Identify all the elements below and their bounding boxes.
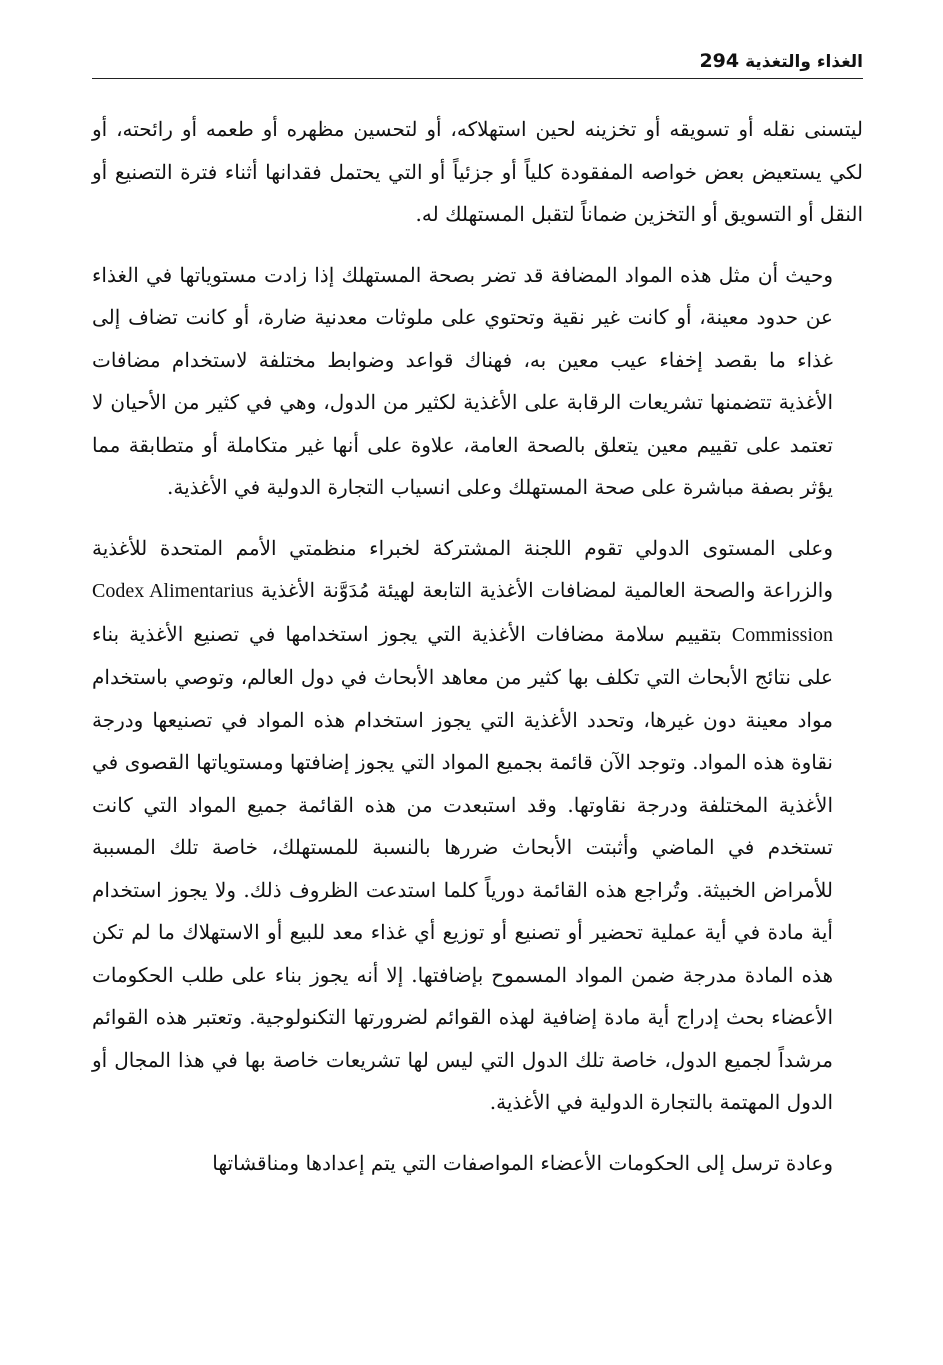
paragraph-additives-health: وحيث أن مثل هذه المواد المضافة قد تضر بصحة المستهلك إذا زادت مستوياتها في الغذاء عن حدود معينة، أو كانت غير نقية وتحتوي على ملوثات معدنية ضارة، أو كانت تضاف إلى غذاء ما بقصد إخفاء عيب معين به، فهناك قواعد وضوابط مختلفة لاستخدام مضافات الأغذية تتضمنها تشريعات الرقابة على الأغذية لكثير من الدول، وهي في كثير من الأحيان لا تعتمد على تقييم معين يتعلق بالصحة العامة، علاوة على أنها غير متكاملة أو متطابقة مما يؤثر بصفة مباشرة على صحة المستهلك وعلى انسياب التجارة الدولية في الأغذية. xyxy=(92,262,833,499)
running-header xyxy=(92,42,863,79)
paragraph-international-level-text: وعلى المستوى الدولي تقوم اللجنة المشتركة لخبراء منظمتي الأمم المتحدة للأغذية والزراعة والصحة العالمية لمضافات الأغذية التابعة لهيئة مُدَوَّنة الأغذية xyxy=(92,535,834,602)
paragraph-international-level-rest: بتقييم سلامة مضافات الأغذية التي يجوز استخدامها في تصنيع الأغذية بناء على نتائج الأبحاث التي تكلف بها كثير من معاهد الأبحاث في دول العالم، وتوصي باستخدام مواد معينة دون غيرها، وتحدد الأغذية التي يجوز استخدام هذه المواد في تصنيعها ودرجة نقاوة هذه المواد. وتوجد الآن قائمة بجميع المواد التي يجوز إضافتها ومستوياتها القصوى في الأغذية المختلفة ودرجة نقاوتها. وقد استبعدت من هذه القائمة جميع المواد التي كانت تستخدم في الماضي وأثبتت الأبحاث ضررها بالنسبة للمستهلك، خاصة تلك المسببة للأمراض الخبيثة. وتُراجع هذه القائمة دورياً كلما استدعت الظروف ذلك. ولا يجوز استخدام أية مادة في أية عملية تحضير أو تصنيع أو توزيع أي غذاء معد للبيع أو الاستهلاك ما لم تكن هذه المادة مدرجة ضمن المواد المسموح بإضافتها. إلا أنه يجوز بناء على طلب الحكومات الأعضاء بحث إدراج أية مادة إضافية لهذه القوائم لضرورتها التكنولوجية. وتعتبر هذه القوائم مرشداً لجميع الدول، خاصة تلك الدول التي ليس لها تشريعات خاصة بها في هذا المجال أو الدول المهتمة بالتجارة الدولية في الأغذية. xyxy=(92,621,833,1114)
paragraph-continuation: ليتسنى نقله أو تسويقه أو تخزينه لحين استهلاكه، أو لتحسين مظهره أو طعمه أو رائحته، أو لكي يستعيض بعض خواصه المفقودة كلياً أو جزئياً أو التي يحتمل فقدانها أثناء فترة التصنيع أو النقل أو التسويق أو التخزين ضماناً لتقبل المستهلك له. xyxy=(92,117,864,226)
page-number: 294 xyxy=(699,50,740,72)
codex-commission-name: Codex Alimentarius Commission xyxy=(92,580,834,646)
paragraph-international-level xyxy=(92,527,863,1124)
paragraph-specifications: وعادة ترسل إلى الحكومات الأعضاء المواصفات التي يتم إعدادها ومناقشاتها xyxy=(212,1150,833,1175)
body-text xyxy=(92,108,863,1184)
book-title: الغذاء والتغذية xyxy=(745,52,863,72)
